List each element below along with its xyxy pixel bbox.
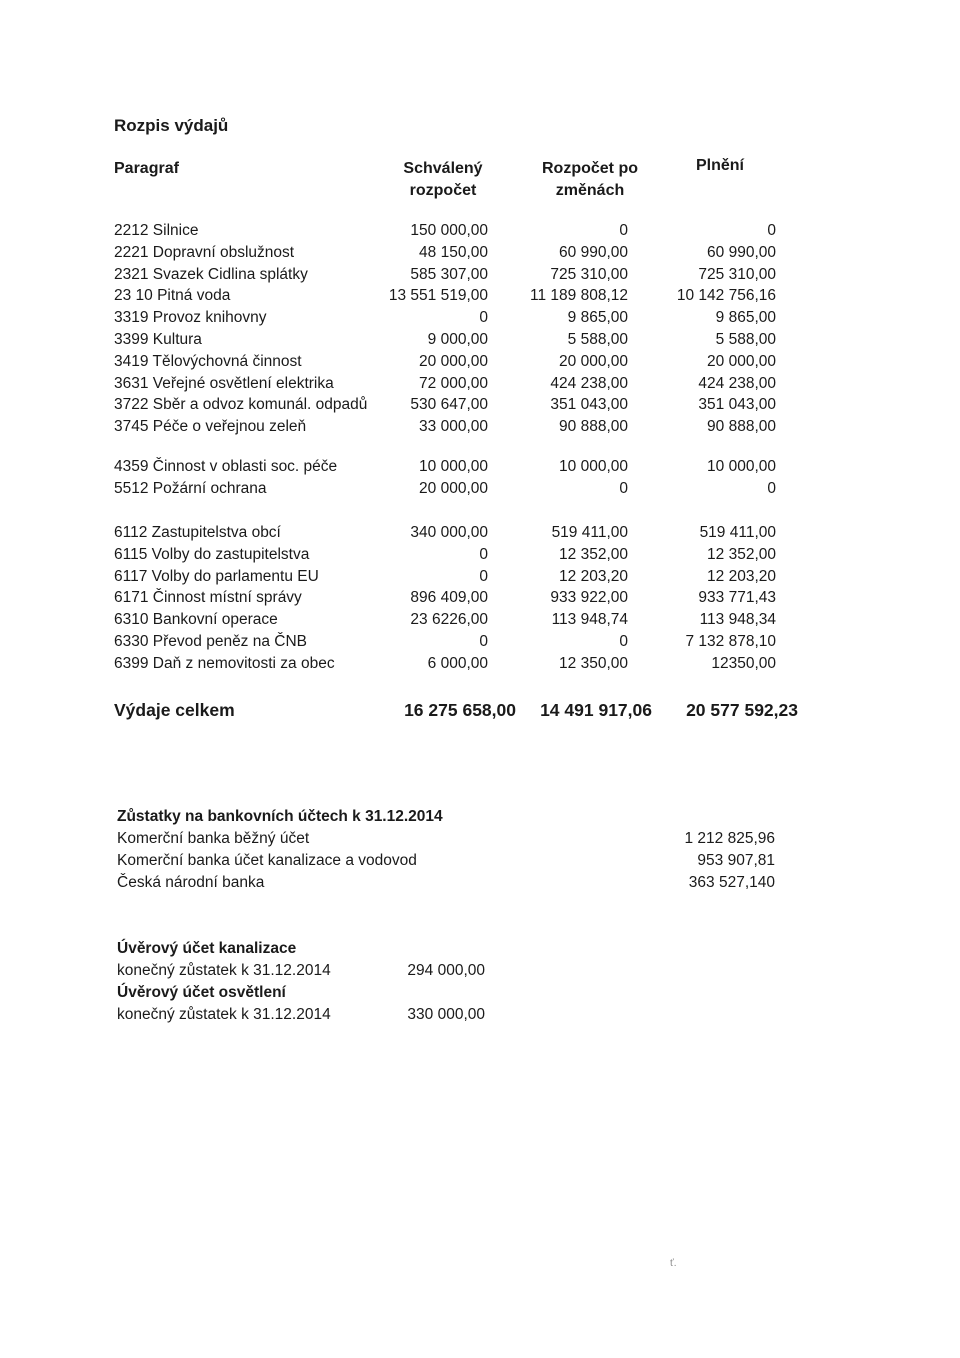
- table-row: [0, 353, 960, 375]
- rozpocet-value: 12 203,20: [559, 567, 628, 585]
- corner-mark: ť.: [670, 1258, 677, 1269]
- loan-value: 330 000,00: [407, 1006, 485, 1023]
- plneni-value: 12350,00: [711, 654, 776, 672]
- table-row: [0, 287, 960, 309]
- table-row: [0, 655, 960, 677]
- plneni-value: 0: [767, 479, 776, 497]
- loan-label: konečný zůstatek k 31.12.2014: [117, 962, 331, 979]
- balance-value: 953 907,81: [697, 851, 775, 869]
- rozpocet-value: 424 238,00: [550, 374, 628, 392]
- table-row: [0, 546, 960, 568]
- paragraf-label: 3419 Tělovýchovná činnost: [114, 352, 302, 370]
- rozpocet-value: 0: [619, 479, 628, 497]
- rozpocet-value: 9 865,00: [567, 309, 628, 327]
- paragraf-label: 5512 Požární ochrana: [114, 479, 267, 497]
- balance-value: 363 527,140: [688, 873, 775, 891]
- plneni-value: 113 948,34: [699, 611, 776, 629]
- header-plneni: Plnění: [695, 157, 744, 174]
- loan-value: 294 000,00: [407, 962, 485, 979]
- schvaleny-value: 20 000,00: [419, 352, 488, 370]
- rozpocet-value: 351 043,00: [550, 396, 628, 414]
- rozpocet-value: 5 588,00: [567, 330, 628, 348]
- rozpocet-value: 933 922,00: [550, 589, 628, 607]
- balances-heading: Zůstatky na bankovních účtech k 31.12.2014: [117, 808, 443, 825]
- header-schvaleny-rozpocet: Schválený rozpočet: [403, 160, 483, 199]
- rozpocet-value: 519 411,00: [551, 524, 628, 541]
- rozpocet-value: 0: [619, 222, 628, 239]
- paragraf-label: 3399 Kultura: [114, 330, 202, 348]
- schvaleny-value: 340 000,00: [410, 524, 488, 541]
- paragraf-label: 23 10 Pitná voda: [114, 287, 231, 305]
- paragraf-label: 3631 Veřejné osvětlení elektrika: [114, 374, 334, 392]
- rozpocet-value: 12 350,00: [559, 654, 628, 672]
- schvaleny-value: 0: [479, 567, 488, 585]
- paragraf-label: 3722 Sběr a odvoz komunál. odpadů: [114, 396, 368, 414]
- schvaleny-value: 150 000,00: [410, 222, 488, 239]
- schvaleny-value: 896 409,00: [410, 589, 488, 607]
- plneni-value: 12 352,00: [707, 545, 776, 563]
- schvaleny-value: 10 000,00: [419, 458, 488, 475]
- paragraf-label: 6112 Zastupitelstva obcí: [114, 524, 281, 541]
- plneni-value: 60 990,00: [707, 243, 776, 261]
- rozpocet-value: 60 990,00: [559, 243, 628, 261]
- balance-label: Česká národní banka: [117, 873, 265, 891]
- paragraf-label: 6117 Volby do parlamentu EU: [114, 567, 319, 585]
- rozpocet-value: 90 888,00: [559, 418, 628, 436]
- schvaleny-value: 6 000,00: [427, 654, 488, 672]
- table-row: [0, 480, 960, 502]
- plneni-value: 7 132 878,10: [685, 632, 776, 650]
- header-rozpocet-po-zmenach: Rozpočet po změnách: [542, 160, 638, 199]
- total-plneni: 20 577 592,23: [686, 700, 798, 720]
- schvaleny-value: 0: [479, 545, 488, 563]
- table-row: [0, 633, 960, 655]
- plneni-value: 20 000,00: [707, 352, 776, 370]
- table-row: [0, 568, 960, 590]
- table-row: [0, 266, 960, 288]
- table-row: [0, 222, 960, 244]
- schvaleny-value: 530 647,00: [410, 396, 488, 414]
- schvaleny-value: 20 000,00: [419, 479, 488, 497]
- paragraf-label: 6171 Činnost místní správy: [114, 589, 302, 607]
- balance-label: Komerční banka účet kanalizace a vodovod: [117, 851, 417, 869]
- paragraf-label: 2221 Dopravní obslužnost: [114, 243, 295, 261]
- plneni-value: 12 203,20: [707, 567, 776, 585]
- plneni-value: 90 888,00: [707, 418, 776, 436]
- page-title: Rozpis výdajů: [114, 116, 229, 135]
- loan-heading: Úvěrový účet kanalizace: [117, 940, 297, 957]
- rozpocet-value: 20 000,00: [559, 352, 628, 370]
- table-row: [0, 458, 960, 480]
- paragraf-label: 2212 Silnice: [114, 222, 199, 239]
- schvaleny-value: 23 6226,00: [410, 611, 488, 629]
- rozpocet-value: 10 000,00: [559, 458, 628, 475]
- plneni-value: 725 310,00: [698, 265, 776, 283]
- expense-group-2: [0, 458, 960, 502]
- paragraf-label: 6330 Převod peněz na ČNB: [114, 632, 308, 650]
- balances-list: [0, 830, 960, 895]
- total-rozpocet: 14 491 917,06: [540, 700, 652, 720]
- table-row: [0, 331, 960, 353]
- schvaleny-value: 0: [479, 309, 488, 327]
- loans-section: [0, 940, 960, 1028]
- rozpocet-value: 0: [619, 632, 628, 650]
- plneni-value: 10 000,00: [707, 458, 776, 475]
- loan-heading: Úvěrový účet osvětlení: [117, 984, 286, 1001]
- schvaleny-value: 585 307,00: [410, 265, 488, 283]
- paragraf-label: 6115 Volby do zastupitelstva: [114, 545, 310, 563]
- paragraf-label: 6399 Daň z nemovitosti za obec: [114, 654, 335, 672]
- balance-value: 1 212 825,96: [684, 830, 775, 847]
- plneni-value: 0: [767, 222, 776, 239]
- schvaleny-value: 9 000,00: [427, 330, 488, 348]
- schvaleny-value: 0: [479, 632, 488, 650]
- schvaleny-value: 33 000,00: [419, 418, 488, 436]
- schvaleny-value: 13 551 519,00: [388, 287, 488, 305]
- table-row: [0, 524, 960, 546]
- paragraf-label: 4359 Činnost v oblasti soc. péče: [114, 458, 338, 475]
- plneni-value: 519 411,00: [699, 524, 776, 541]
- paragraf-label: 2321 Svazek Cidlina splátky: [114, 265, 308, 283]
- table-row: [0, 611, 960, 633]
- table-row: [0, 418, 960, 440]
- paragraf-label: 3745 Péče o veřejnou zeleň: [114, 418, 307, 436]
- plneni-value: 424 238,00: [698, 374, 776, 392]
- expense-group-1: [0, 222, 960, 440]
- table-row: [0, 244, 960, 266]
- plneni-value: 9 865,00: [715, 309, 776, 327]
- plneni-value: 10 142 756,16: [676, 287, 776, 305]
- balance-label: Komerční banka běžný účet: [117, 830, 310, 847]
- total-row: [0, 700, 960, 722]
- rozpocet-value: 12 352,00: [559, 545, 628, 563]
- rozpocet-value: 113 948,74: [551, 611, 628, 629]
- table-row: [0, 375, 960, 397]
- total-label: Výdaje celkem: [114, 700, 235, 720]
- paragraf-label: 3319 Provoz knihovny: [114, 309, 267, 327]
- total-schvaleny: 16 275 658,00: [404, 700, 516, 720]
- table-row: [0, 396, 960, 418]
- plneni-value: 351 043,00: [698, 396, 776, 414]
- header-paragraf: Paragraf: [114, 160, 179, 177]
- expense-group-3: [0, 524, 960, 677]
- plneni-value: 933 771,43: [698, 589, 776, 607]
- rozpocet-value: 725 310,00: [550, 265, 628, 283]
- loan-label: konečný zůstatek k 31.12.2014: [117, 1006, 331, 1023]
- rozpocet-value: 11 189 808,12: [530, 287, 628, 305]
- plneni-value: 5 588,00: [715, 330, 776, 348]
- schvaleny-value: 72 000,00: [419, 374, 488, 392]
- schvaleny-value: 48 150,00: [419, 243, 488, 261]
- paragraf-label: 6310 Bankovní operace: [114, 611, 278, 629]
- table-row: [0, 589, 960, 611]
- table-row: [0, 309, 960, 331]
